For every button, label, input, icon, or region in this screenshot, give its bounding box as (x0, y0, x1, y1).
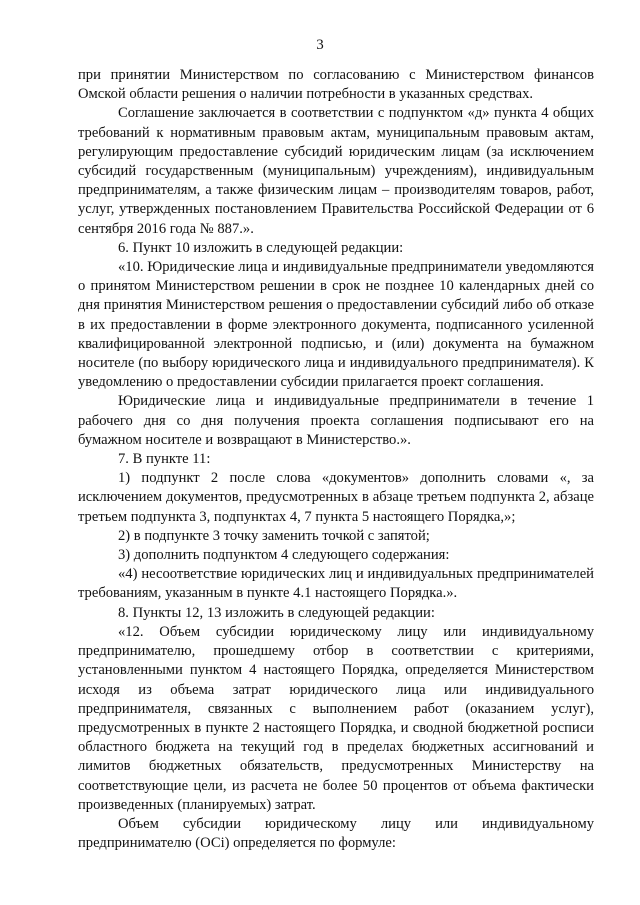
paragraph-clause-12: «12. Объем субсидии юридическому лицу или индивидуальному предпринимателю, прошедшему отбор в соответствии с критериями, установленными пунктом 4 настоящего Порядка, определяется Министерством исходя из объема затрат юридического лица или индивидуального предпринимателя, связанных с выполнением работ (оказанием услуг), предусмотренных в пункте 2 настоящего Порядка, и сводной бюджетной росписи областного бюджета на текущий год в пределах бюджетных ассигнований и лимитов бюджетных обязательств, предусмотренных Министерству на соответствующие цели, из расчета не более 50 процентов от объема фактически произведенных (планируемых) затрат. (78, 623, 594, 813)
paragraph-subitem-2: 2) в подпункте 3 точку заменить точкой с запятой; (118, 527, 430, 544)
paragraph-clause-10-signing: Юридические лица и индивидуальные предприниматели в течение 1 рабочего дня со дня получения проекта соглашения подписывают его на бумажном носителе и возвращают в Министерство.». (78, 393, 594, 448)
paragraph-subitem-1: 1) подпункт 2 после слова «документов» дополнить словами «, за исключением документов, предусмотренных в абзаце третьем подпункта 2, абзаце третьем подпункта 3, подпунктах 4, 7 пункта 5 настоящего Порядка,»; (78, 470, 594, 525)
paragraph-subitem-3: 3) дополнить подпунктом 4 следующего содержания: (118, 547, 450, 564)
paragraph-item-7: 7. В пункте 11: (118, 451, 211, 468)
paragraph-subitem-4-text: «4) несоответствие юридических лиц и индивидуальных предпринимателей требованиям, указанным в пункте 4.1 настоящего Порядка.». (78, 566, 594, 602)
page-number: 3 (316, 37, 324, 53)
paragraph-item-6: 6. Пункт 10 изложить в следующей редакции: (118, 239, 404, 256)
paragraph-clause-10: «10. Юридические лица и индивидуальные предприниматели уведомляются о принятом Министерством решении в срок не позднее 10 календарных дней со дня принятия Министерством решения о предоставлении субсидий либо об отказе в их предоставлении в форме электронного документа, подписанного усиленной квалифицированной электронной подписью, и (или) документа на бумажном носителе (по выбору юридического лица и индивидуального предпринимателя). К уведомлению о предоставлении субсидии прилагается проект соглашения. (78, 259, 594, 391)
paragraph-item-8: 8. Пункты 12, 13 изложить в следующей редакции: (118, 604, 435, 621)
document-body (78, 66, 594, 853)
paragraph-agreement-basis: Соглашение заключается в соответствии с подпунктом «д» пункта 4 общих требований к нормативным правовым актам, муниципальным правовым актам, регулирующим предоставление субсидий юридическим лицам (за исключением субсидий государственным (муниципальным) учреждениям), индивидуальным предпринимателям, а также физическим лицам – производителям товаров, работ, услуг, утвержденных постановлением Правительства Российской Федерации от 6 сентября 2016 года № 887.». (78, 105, 594, 237)
paragraph-formula-intro: Объем субсидии юридическому лицу или индивидуальному предпринимателю (ОСi) определяется по формуле: (78, 815, 594, 852)
paragraph-continuation: при принятии Министерством по согласованию с Министерством финансов Омской области решения о наличии потребности в указанных средствах. (78, 67, 594, 103)
